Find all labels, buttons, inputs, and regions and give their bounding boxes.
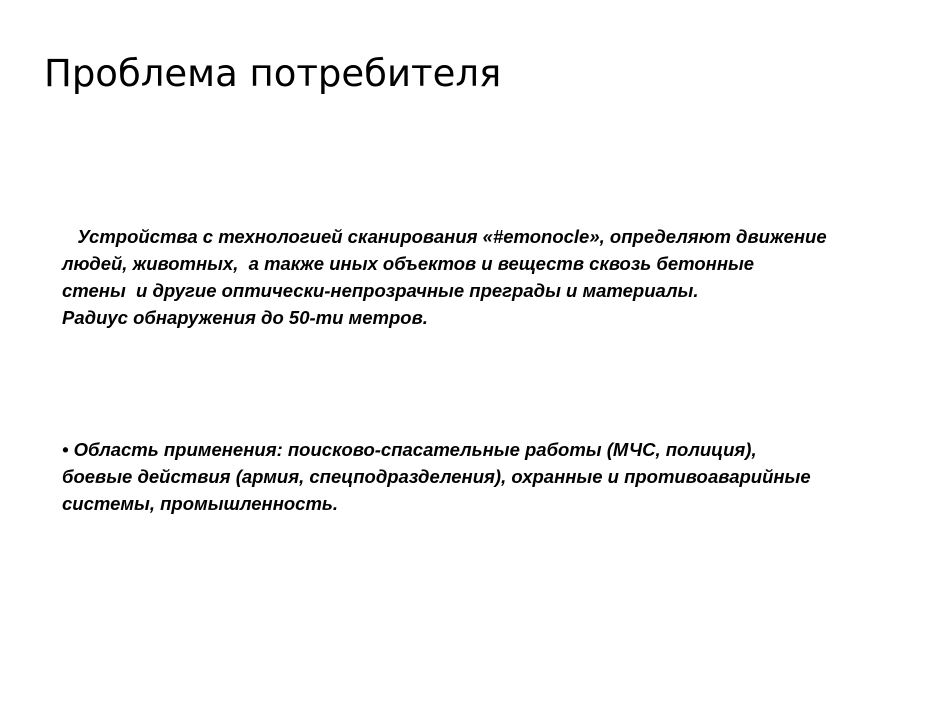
description-line: стены и другие оптически-непрозрачные преграды и материалы. xyxy=(62,280,699,301)
description-paragraph xyxy=(62,223,827,331)
application-line: • Область применения: поисково-спасательные работы (МЧС, полиция), xyxy=(62,439,757,460)
application-paragraph xyxy=(62,436,811,517)
slide-title: Проблема потребителя xyxy=(44,52,502,95)
description-line: людей, животных, а также иных объектов и веществ сквозь бетонные xyxy=(62,253,755,274)
description-line: Радиус обнаружения до 50-ти метров. xyxy=(62,307,428,328)
application-line: боевые действия (армия, спецподразделения), охранные и противоаварийные xyxy=(62,466,811,487)
application-line: системы, промышленность. xyxy=(62,493,339,514)
description-line: Устройства с технологией сканирования «#етоnocle», определяют движение xyxy=(62,226,827,247)
